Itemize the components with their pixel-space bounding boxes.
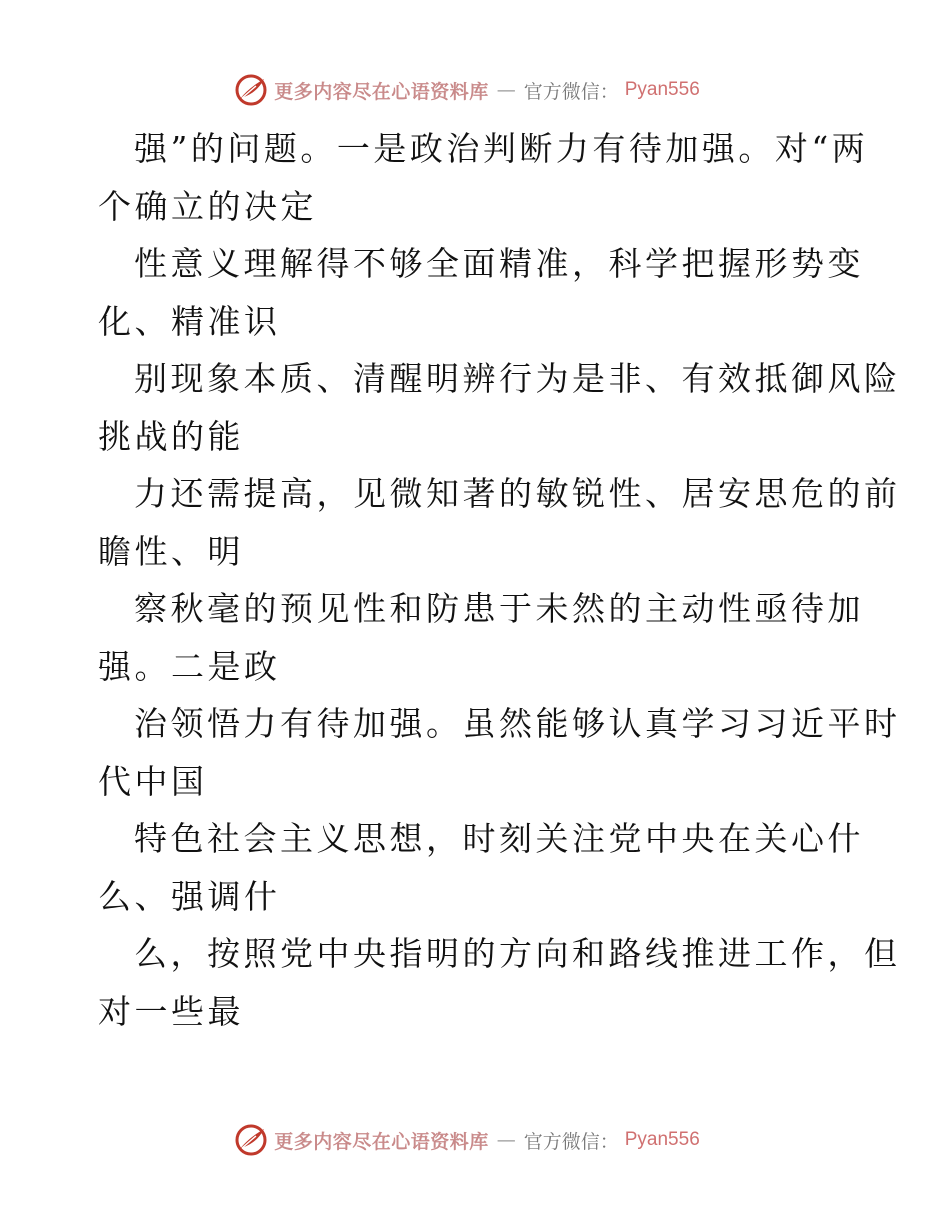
banner-wechat-label: 官方微信： <box>523 80 619 103</box>
footer-banner <box>0 1120 950 1160</box>
banner-main-text: 更多内容尽在心语资料库 <box>274 80 489 103</box>
banner-wechat-handle: Pyan556 <box>624 79 700 100</box>
body-line: 化、精准识 <box>98 301 281 341</box>
body-line: 么，按照党中央指明的方向和路线推进工作，但 <box>134 934 901 973</box>
body-line: 个确立的决定 <box>98 186 317 226</box>
quill-logo-icon <box>234 73 268 107</box>
body-line: 特色社会主义思想，时刻关注党中央在关心什 <box>134 819 864 858</box>
banner-separator: — <box>496 1129 516 1151</box>
body-line: 么、强调什 <box>98 876 281 916</box>
body-line: 别现象本质、清醒明辨行为是非、有效抵御风险 <box>134 359 901 398</box>
body-line: 强”的问题。一是政治判断力有待加强。对“两 <box>134 129 869 168</box>
banner-wechat-handle: Pyan556 <box>624 1129 700 1150</box>
footer-banner-inner <box>234 1123 700 1157</box>
body-line: 对一些最 <box>98 991 244 1031</box>
body-line: 瞻性、明 <box>98 531 244 571</box>
header-banner <box>0 70 950 110</box>
body-line: 察秋毫的预见性和防患于未然的主动性亟待加 <box>134 589 864 628</box>
body-line: 力还需提高，见微知著的敏锐性、居安思危的前 <box>134 474 901 513</box>
body-line: 强。二是政 <box>98 646 281 686</box>
quill-logo-icon <box>234 1123 268 1157</box>
body-line: 挑战的能 <box>98 416 244 456</box>
banner-main-text: 更多内容尽在心语资料库 <box>274 1130 489 1153</box>
body-line: 性意义理解得不够全面精准，科学把握形势变 <box>134 244 864 283</box>
banner-separator: — <box>496 79 516 101</box>
header-banner-inner <box>234 73 700 107</box>
body-line: 治领悟力有待加强。虽然能够认真学习习近平时 <box>134 704 901 743</box>
body-line: 代中国 <box>98 761 208 801</box>
banner-wechat-label: 官方微信： <box>523 1130 619 1153</box>
document-body <box>98 120 901 1040</box>
